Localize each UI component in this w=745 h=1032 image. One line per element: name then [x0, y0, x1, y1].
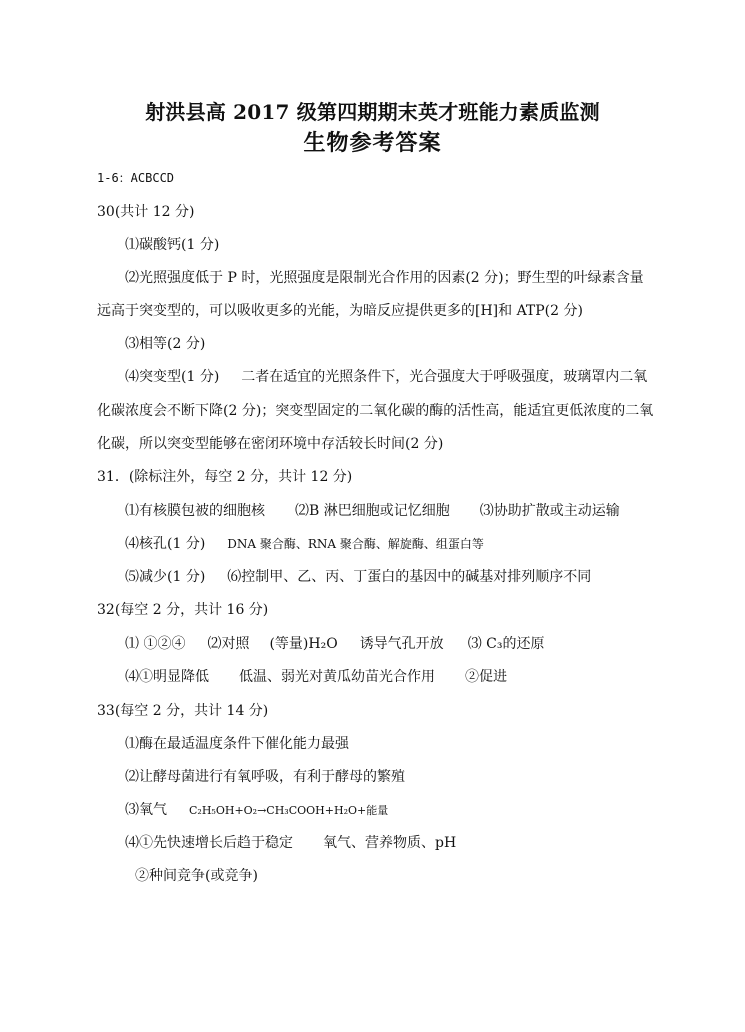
q31-part3: ⑶协助扩散或主动运输	[479, 503, 620, 519]
q33-part3: ⑶氧气	[125, 802, 167, 818]
q31-part6: ⑹控制甲、乙、丙、丁蛋白的基因中的碱基对排列顺序不同	[227, 569, 592, 585]
q30-part2-line2: 远高于突变型的，可以吸收更多的光能，为暗反应提供更多的[H]和 ATP(2 分)	[97, 303, 583, 319]
q30-part4-explanation: 二者在适宜的光照条件下，光合强度大于呼吸强度，玻璃罩内二氧	[241, 369, 648, 385]
q32-part4-condition: 低温、弱光对黄瓜幼苗光合作用	[239, 669, 435, 685]
q30-part4-line3: 化碳，所以突变型能够在密闭环境中存活较长时间(2 分)	[97, 436, 444, 452]
q30-heading: 30(共计 12 分)	[97, 204, 195, 220]
q33-part1: ⑴酶在最适温度条件下催化能力最强	[125, 736, 349, 752]
q32-part4: ⑷①明显降低	[125, 669, 209, 685]
q33-part4-factors: 氧气、营养物质、pH	[323, 835, 457, 851]
multiple-choice-answers: 1-6：ACBCCD	[97, 171, 175, 185]
q30-part3: ⑶相等(2 分)	[125, 336, 206, 352]
q31-part4: ⑷核孔(1 分)	[125, 536, 206, 552]
q32-part2-water: (等量)H₂O	[269, 636, 338, 652]
q32-heading: 32(每空 2 分，共计 16 分)	[97, 602, 269, 618]
q31-row3	[125, 569, 660, 585]
q31-part4-enzymes: DNA 聚合酶、RNA 聚合酶、解旋酶、组蛋白等	[227, 537, 484, 551]
q30-part2-line1: ⑵光照强度低于 P 时，光照强度是限制光合作用的因素(2 分)；野生型的叶绿素含量	[125, 270, 644, 286]
q32-row2	[125, 669, 660, 685]
q32-part2: ⑵对照	[207, 636, 250, 652]
q33-part2: ⑵让酵母菌进行有氧呼吸，有利于酵母的繁殖	[125, 769, 405, 785]
q32-part3: ⑶ C₃的还原	[467, 636, 545, 652]
q31-part5: ⑸减少(1 分)	[125, 569, 206, 585]
document-subtitle: 生物参考答案	[303, 130, 442, 156]
document-title: 射洪县高 2017 级第四期期末英才班能力素质监测	[145, 100, 600, 124]
q30-part4-line2: 化碳浓度会不断下降(2 分)；突变型固定的二氧化碳的酶的活性高，能适宜更低浓度的二氧	[97, 403, 654, 419]
q30-part4-answer: ⑷突变型(1 分)	[125, 369, 220, 385]
q31-part1: ⑴有核膜包被的细胞核	[125, 503, 265, 519]
q31-row1	[125, 503, 660, 519]
q33-heading: 33(每空 2 分，共计 14 分)	[97, 703, 269, 719]
q32-part2-stomata: 诱导气孔开放	[359, 636, 444, 652]
q31-row2	[125, 536, 660, 552]
q32-row1	[125, 636, 660, 652]
q33-row4	[125, 835, 660, 851]
q32-part1: ⑴ ①②④	[125, 636, 186, 652]
q30-part4-line1	[125, 369, 660, 385]
q31-heading: 31．(除标注外，每空 2 分，共计 12 分)	[97, 469, 353, 485]
q31-part2: ⑵B 淋巴细胞或记忆细胞	[295, 503, 450, 519]
q33-part3-equation: C₂H₅OH+O₂→CH₃COOH+H₂O+能量	[189, 804, 389, 817]
q30-part1: ⑴碳酸钙(1 分)	[125, 237, 220, 253]
q32-part4-promote: ②促进	[465, 669, 507, 685]
q33-row3	[125, 802, 660, 819]
q33-part4: ⑷①先快速增长后趋于稳定	[125, 835, 293, 851]
q33-part5: ②种间竞争(或竞争)	[135, 868, 258, 884]
